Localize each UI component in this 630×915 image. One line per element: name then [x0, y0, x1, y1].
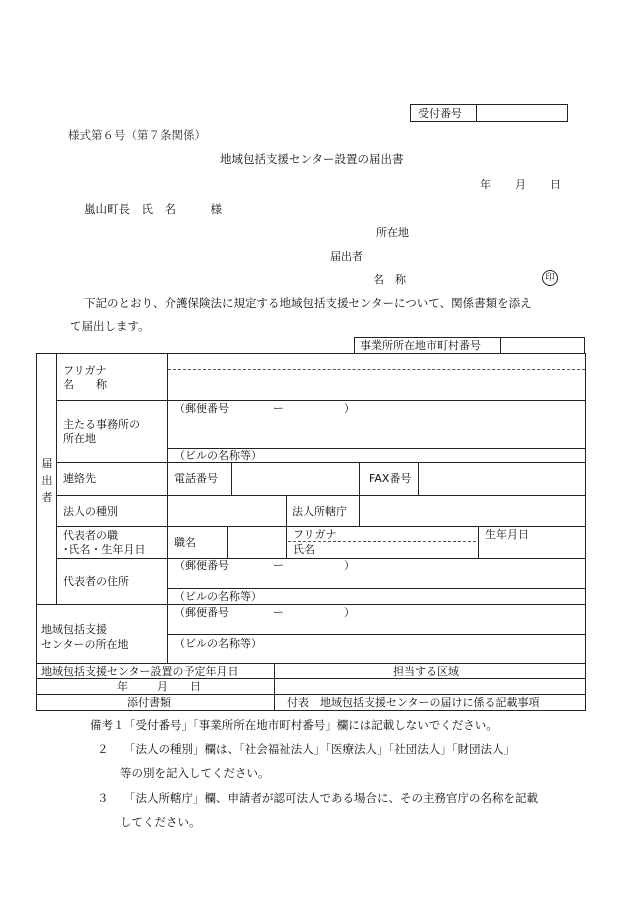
job-title-label: 職名 [174, 536, 196, 549]
note-1: 「受付番号」「事業所所在地市町村番号」欄には記載しないでください。 [124, 718, 498, 732]
rep-address-label: 代表者の住所 [63, 575, 129, 588]
body-text-line-1: 下記のとおり、介護保険法に規定する地域包括支援センターについて、関係書類を添え [84, 296, 532, 310]
phone-label: 電話番号 [174, 472, 218, 485]
planned-date-label: 地域包括支援センター設置の予定年月日 [41, 665, 239, 678]
note-3-line-2: してください。 [120, 815, 201, 829]
rep-furigana-label: フリガナ [293, 528, 337, 541]
corp-type-field[interactable] [168, 496, 285, 525]
center-postal-close: ） [344, 606, 355, 619]
note-3-number: ３ [97, 791, 109, 805]
main-office-label-2: 所在地 [63, 432, 96, 445]
date-month: 月 [515, 178, 526, 191]
rep-postal-label: （郵便番号 [174, 559, 229, 572]
corp-authority-field[interactable] [360, 496, 585, 525]
attachments-label: 添付書類 [127, 696, 171, 709]
municipality-code-box [354, 337, 585, 354]
center-location-label-1: 地域包括支援 [41, 623, 107, 636]
form-number: 様式第６号（第７条関係） [68, 128, 206, 142]
date-year: 年 [480, 178, 491, 191]
main-office-postal-dash: ー [273, 402, 284, 415]
date-day: 日 [550, 178, 561, 191]
planned-month-label: 月 [157, 680, 168, 693]
addressee: 嵐山町長 氏 名 様 [84, 202, 222, 216]
job-title-field[interactable] [228, 527, 285, 557]
seal-mark: 印 [542, 270, 558, 286]
planned-day-label: 日 [190, 680, 201, 693]
planned-year-label: 年 [117, 680, 128, 693]
fax-label: FAX番号 [369, 472, 412, 485]
notifier-label: 届出者 [330, 250, 363, 263]
receipt-number-label: 受付番号 [418, 107, 462, 120]
notifier-side-label: 届 出 者 [41, 457, 53, 504]
phone-field[interactable] [232, 463, 358, 494]
notes-heading: 備考１ [90, 718, 125, 732]
main-office-building-label: （ビルの名称等） [174, 449, 262, 462]
fax-field[interactable] [419, 463, 585, 494]
municipality-code-label: 事業所所在地市町村番号 [360, 339, 481, 352]
center-postal-dash: ー [273, 606, 284, 619]
note-2-line-2: 等の別を記入してください。 [120, 766, 270, 780]
representative-label-2: ･氏名・生年月日 [63, 543, 146, 556]
receipt-number-field[interactable] [477, 105, 567, 121]
center-postal-label: （郵便番号 [174, 606, 229, 619]
service-area-field[interactable] [275, 679, 585, 693]
center-location-label-2: センターの所在地 [41, 638, 129, 651]
service-area-label: 担当する区域 [393, 665, 459, 678]
name-label: 名 称 [63, 378, 107, 391]
rep-building-label: （ビルの名称等） [174, 590, 262, 603]
contact-label: 連絡先 [63, 472, 96, 485]
main-office-postal-close: ） [344, 402, 355, 415]
rep-postal-dash: ー [273, 559, 284, 572]
corp-name-field[interactable] [168, 370, 585, 400]
corp-authority-label: 法人所轄庁 [292, 505, 347, 518]
center-building-label: （ビルの名称等） [174, 637, 262, 650]
rep-name-label: 氏名 [293, 543, 315, 556]
birth-date-label: 生年月日 [485, 528, 529, 541]
note-2-number: ２ [97, 742, 109, 756]
note-3-line-1: 「法人所轄庁」欄、申請者が認可法人である場合に、その主務官庁の名称を記載 [124, 791, 538, 805]
page-title: 地域包括支援センター設置の届出書 [220, 152, 404, 166]
body-text-line-2: て届出します。 [70, 319, 150, 333]
appendix-label: 付表 地域包括支援センターの届けに係る記載事項 [287, 696, 540, 709]
corp-type-label: 法人の種別 [63, 505, 118, 518]
corp-furigana-field[interactable] [168, 354, 585, 369]
main-office-postal-label: （郵便番号 [174, 402, 229, 415]
notifier-name-label: 名 称 [373, 273, 406, 286]
municipality-code-field[interactable] [501, 338, 585, 353]
representative-label-1: 代表者の職 [63, 529, 118, 542]
rep-postal-close: ） [344, 559, 355, 572]
notifier-location-label: 所在地 [376, 226, 409, 239]
main-office-label-1: 主たる事務所の [63, 418, 140, 431]
notification-table [36, 353, 586, 711]
note-2-line-1: 「法人の種別」欄は、「社会福祉法人」「医療法人」「社団法人」「財団法人」 [124, 742, 515, 756]
furigana-label: フリガナ [63, 364, 107, 377]
receipt-number-box [410, 104, 568, 122]
